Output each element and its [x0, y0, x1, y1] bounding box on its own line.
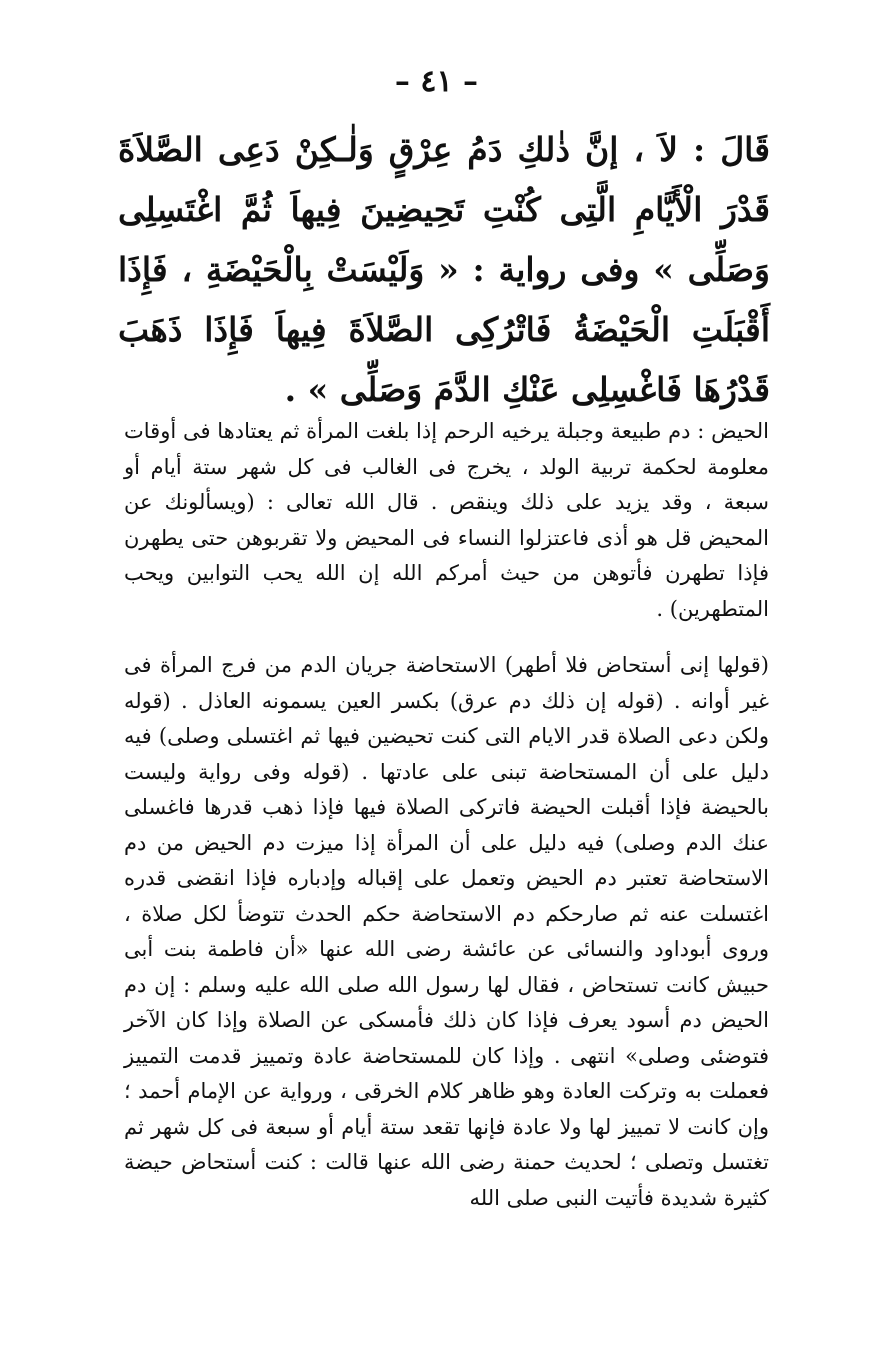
commentary-block-1: [124, 414, 769, 627]
commentary-block-2: [124, 648, 769, 1216]
hadith-text: قَالَ : لاَ ، إنَّ ذٰلكِ دَمُ عِرْقٍ وَلٰـكِنْ دَعِى الصَّلاَةَ قَدْرَ الْأَيَّامِ الَّتِى كُنْتِ تَحِيضِينَ فِيهاَ ثُمَّ اغْتَسِلِى وَصَلِّى » وفى رواية : « وَلَيْسَتْ بِالْحَيْضَةِ ، فَإِذَا أَقْبَلَتِ الْحَيْضَةُ فَاتْرُكِى الصَّلاَةَ فِيهاَ فَإِذَا ذَهَبَ قَدْرُهَا فَاغْسِلِى عَنْكِ الدَّمَ وَصَلِّى » .: [118, 130, 770, 409]
commentary-paragraph: الحيض : دم طبيعة وجبلة يرخيه الرحم إذا بلغت المرأة ثم يعتادها فى أوقات معلومة لحكمة تربية الولد ، يخرج فى الغالب فى كل شهر ستة أيام أو سبعة ، وقد يزيد على ذلك وينقص . قال الله تعالى : (ويسألونك عن المحيض قل هو أذى فاعتزلوا النساء فى المحيض ولا تقربوهن حتى يطهرن فإذا تطهرن فأتوهن من حيث أمركم الله إن الله يحب التوابين ويحب المتطهرين) .: [124, 419, 769, 621]
commentary-paragraph: (قولها إنى أستحاض فلا أطهر) الاستحاضة جريان الدم من فرج المرأة فى غير أوانه . (قوله إن ذلك دم عرق) بكسر العين يسمونه العاذل . (قوله ولكن دعى الصلاة قدر الايام التى كنت تحيضين فيها ثم اغتسلى وصلى) فيه دليل على أن المستحاضة تبنى على عادتها . (قوله وفى رواية وليست بالحيضة فإذا أقبلت الحيضة فاتركى الصلاة فيها فإذا ذهب قدرها فاغسلى عنك الدم وصلى) فيه دليل على أن المرأة إذا ميزت دم الحيض من دم الاستحاضة تعتبر دم الحيض وتعمل على إقباله وإدباره فإذا انقضى قدره اغتسلت عنه ثم صارحكم دم الاستحاضة حكم الحدث تتوضأ لكل صلاة ، وروى أبوداود والنسائى عن عائشة رضى الله عنها «أن فاطمة بنت أبى حبيش كانت تستحاض ، فقال لها رسول الله صلى الله عليه وسلم : إن دم الحيض دم أسود يعرف فإذا كان ذلك فأمسكى عن الصلاة وإذا كان الآخر فتوضئى وصلى» انتهى . وإذا كان للمستحاضة عادة وتمييز قدمت التمييز فعملت به وتركت العادة وهو ظاهر كلام الخرقى ، ورواية عن الإمام أحمد ؛ وإن كانت لا تمييز لها ولا عادة فإنها تقعد ستة أيام أو سبعة فى كل شهر ثم تغتسل وتصلى ؛ لحديث حمنة رضى الله عنها قالت : كنت أستحاض حيضة كثيرة شديدة فأتيت النبى صلى الله: [124, 653, 769, 1210]
page-number: – ٤١ –: [394, 64, 479, 99]
